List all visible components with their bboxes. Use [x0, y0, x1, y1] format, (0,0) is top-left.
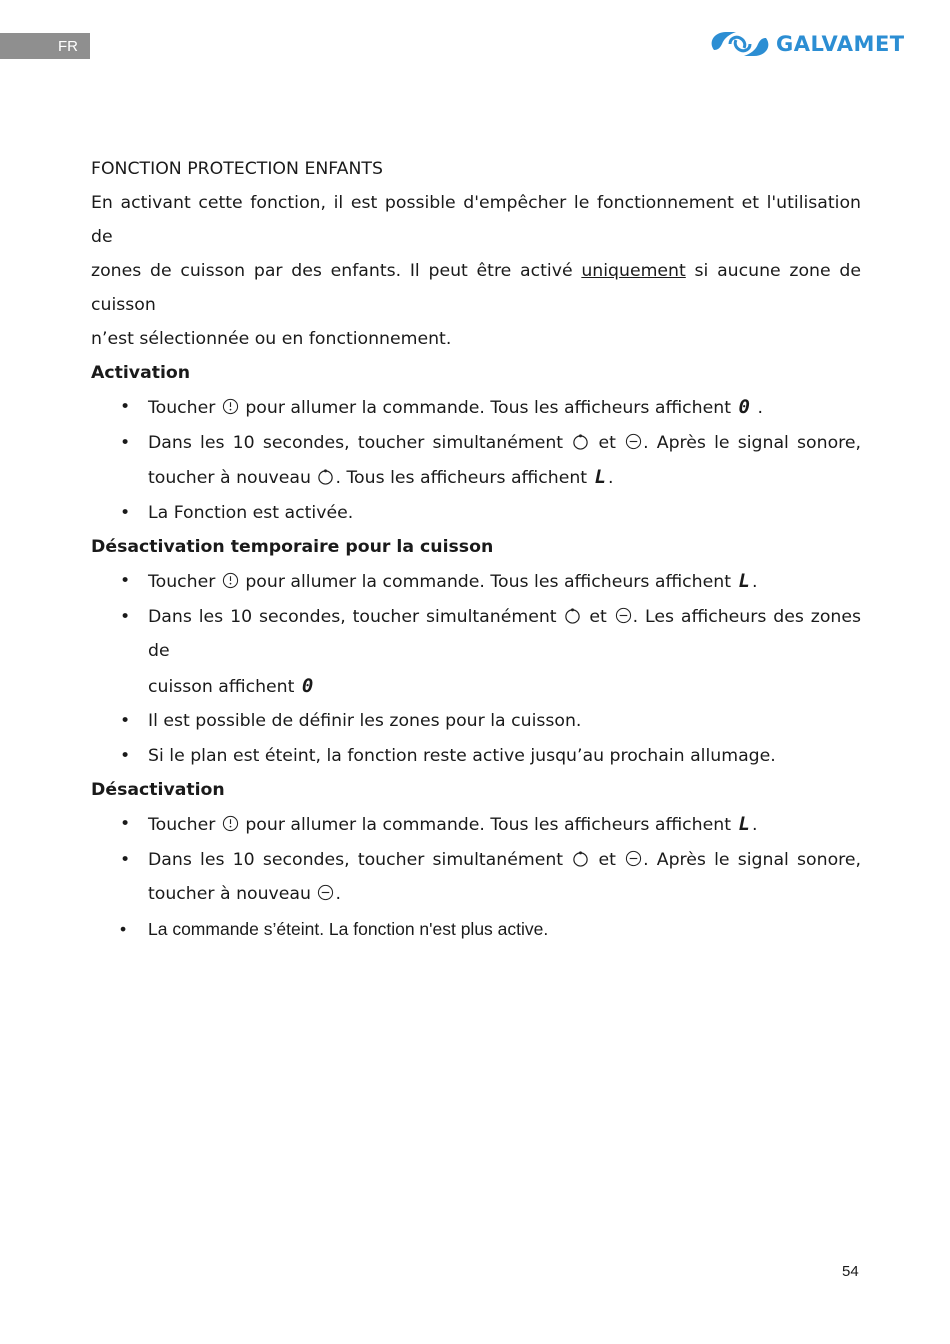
timer-icon: [572, 433, 589, 450]
minus-icon: [317, 884, 334, 901]
power-icon: [222, 398, 239, 415]
list-item: • Dans les 10 secondes, toucher simultanément et . Après le signal sonore, toucher à nouveau .: [120, 849, 861, 904]
list-item: • Toucher pour allumer la commande. Tous les afficheurs affichent L .: [91, 564, 861, 600]
minus-icon: [615, 607, 632, 624]
intro-line: n’est sélectionnée ou en fonctionnement.: [91, 329, 452, 349]
minus-icon: [625, 433, 642, 450]
list-item: • Dans les 10 secondes, toucher simultanément et . Les afficheurs des zones de cuisson affichent 0: [91, 600, 861, 705]
page-number: 54: [842, 1263, 859, 1280]
language-tab: FR: [0, 33, 90, 59]
temporary-deactivation-list: [91, 564, 861, 773]
intro-line: zones de cuisson par des enfants. Il peut être activé uniquement si aucune zone de cuisson: [91, 261, 861, 315]
section-title: FONCTION PROTECTION ENFANTS: [91, 159, 383, 179]
list-item: • Toucher pour allumer la commande. Tous les afficheurs affichent 0 .: [91, 390, 861, 426]
display-digit: 0: [301, 674, 314, 697]
galvamet-logo-icon: [708, 26, 772, 62]
deactivation-heading: Désactivation: [91, 780, 225, 800]
power-icon: [222, 815, 239, 832]
timer-icon: [317, 468, 334, 485]
list-item: • La Fonction est activée.: [120, 502, 354, 523]
temporary-deactivation-heading: Désactivation temporaire pour la cuisson: [91, 537, 494, 557]
intro-line: En activant cette fonction, il est possible d'empêcher le fonctionnement et l'utilisation de: [91, 193, 861, 247]
brand-logo: [708, 26, 905, 62]
list-item: • Si le plan est éteint, la fonction reste active jusqu’au prochain allumage.: [120, 745, 776, 766]
main-content: [91, 152, 861, 946]
list-item: • Toucher pour allumer la commande. Tous les afficheurs affichent L .: [91, 807, 861, 843]
list-item: • Dans les 10 secondes, toucher simultanément et . Après le signal sonore, toucher à nouveau . Tous les afficheurs affichent L .: [91, 426, 861, 496]
minus-icon: [625, 850, 642, 867]
brand-name: GALVAMET: [776, 32, 905, 56]
timer-icon: [572, 850, 589, 867]
deactivation-list: [91, 807, 861, 946]
list-item: • La commande s’éteint. La fonction n'est plus active.: [120, 918, 549, 939]
display-digit: L: [738, 813, 750, 835]
list-item: • Il est possible de définir les zones pour la cuisson.: [120, 711, 582, 731]
display-digit: L: [738, 570, 750, 592]
activation-list: [91, 390, 861, 530]
power-icon: [222, 572, 239, 589]
display-digit: 0: [738, 396, 750, 418]
timer-icon: [564, 607, 581, 624]
underlined-word: uniquement: [581, 261, 686, 281]
activation-heading: Activation: [91, 363, 191, 383]
display-digit: L: [594, 466, 607, 488]
